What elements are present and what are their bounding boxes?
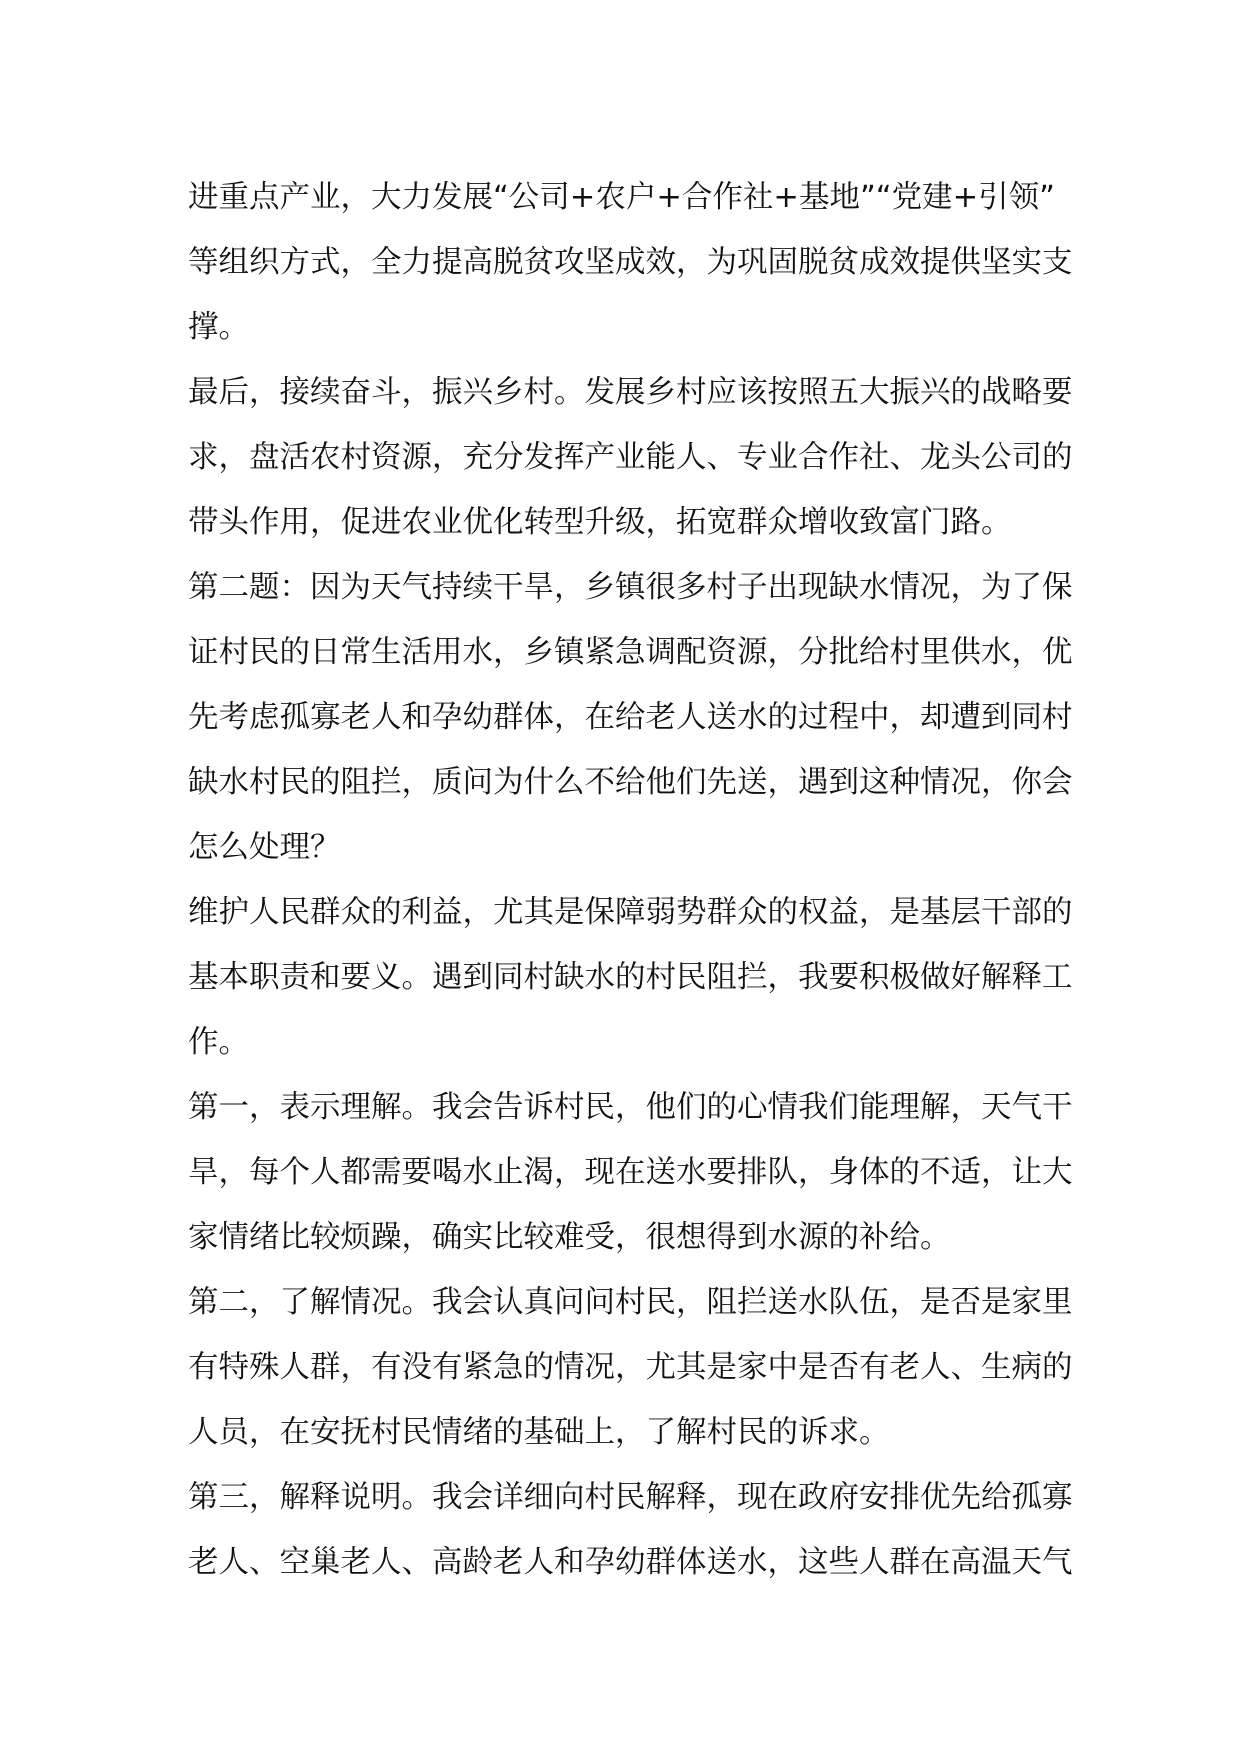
text-line: 证村民的日常生活用水，乡镇紧急调配资源，分批给村里供水，优 <box>188 635 1073 670</box>
text-line: 求，盘活农村资源，充分发挥产业能人、专业合作社、龙头公司的 <box>188 440 1073 475</box>
text-line: 作。 <box>188 1025 249 1060</box>
text-line: 旱，每个人都需要喝水止渴，现在送水要排队，身体的不适，让大 <box>188 1155 1073 1190</box>
text-line: 第一，表示理解。我会告诉村民，他们的心情我们能理解，天气干 <box>188 1090 1073 1125</box>
text-line: 维护人民群众的利益，尤其是保障弱势群众的权益，是基层干部的 <box>188 895 1073 930</box>
text-line: 基本职责和要义。遇到同村缺水的村民阻拦，我要积极做好解释工 <box>188 960 1073 995</box>
text-line: 有特殊人群，有没有紧急的情况，尤其是家中是否有老人、生病的 <box>188 1350 1073 1385</box>
text-line: 第二题：因为天气持续干旱，乡镇很多村子出现缺水情况，为了保 <box>188 570 1073 605</box>
paragraph-point-one <box>188 1075 1073 1270</box>
paragraph-rural-revitalization <box>188 360 1073 555</box>
document-body <box>188 165 1073 1595</box>
paragraph-point-two <box>188 1270 1073 1465</box>
paragraph-point-three <box>188 1465 1073 1595</box>
text-line: 最后，接续奋斗，振兴乡村。发展乡村应该按照五大振兴的战略要 <box>188 375 1073 410</box>
text-line: 带头作用，促进农业优化转型升级，拓宽群众增收致富门路。 <box>188 505 1012 540</box>
paragraph-question-two <box>188 555 1073 880</box>
text-line: 怎么处理？ <box>188 830 341 865</box>
text-line: 人员，在安抚村民情绪的基础上，了解村民的诉求。 <box>188 1415 890 1450</box>
text-line: 家情绪比较烦躁，确实比较难受，很想得到水源的补给。 <box>188 1220 951 1255</box>
paragraph-industry-support <box>188 165 1073 360</box>
paragraph-answer-intro <box>188 880 1073 1075</box>
text-line: 等组织方式，全力提高脱贫攻坚成效，为巩固脱贫成效提供坚实支 <box>188 245 1073 280</box>
text-line: 老人、空巢老人、高龄老人和孕幼群体送水，这些人群在高温天气 <box>188 1545 1073 1580</box>
text-line: 第二，了解情况。我会认真问问村民，阻拦送水队伍，是否是家里 <box>188 1285 1073 1320</box>
text-line: 先考虑孤寡老人和孕幼群体，在给老人送水的过程中，却遭到同村 <box>188 700 1073 735</box>
text-line: 进重点产业，大力发展“公司+农户+合作社+基地”“党建+引领” <box>188 180 1055 215</box>
text-line: 撑。 <box>188 310 249 345</box>
text-line: 缺水村民的阻拦，质问为什么不给他们先送，遇到这种情况，你会 <box>188 765 1073 800</box>
text-line: 第三，解释说明。我会详细向村民解释，现在政府安排优先给孤寡 <box>188 1480 1073 1515</box>
